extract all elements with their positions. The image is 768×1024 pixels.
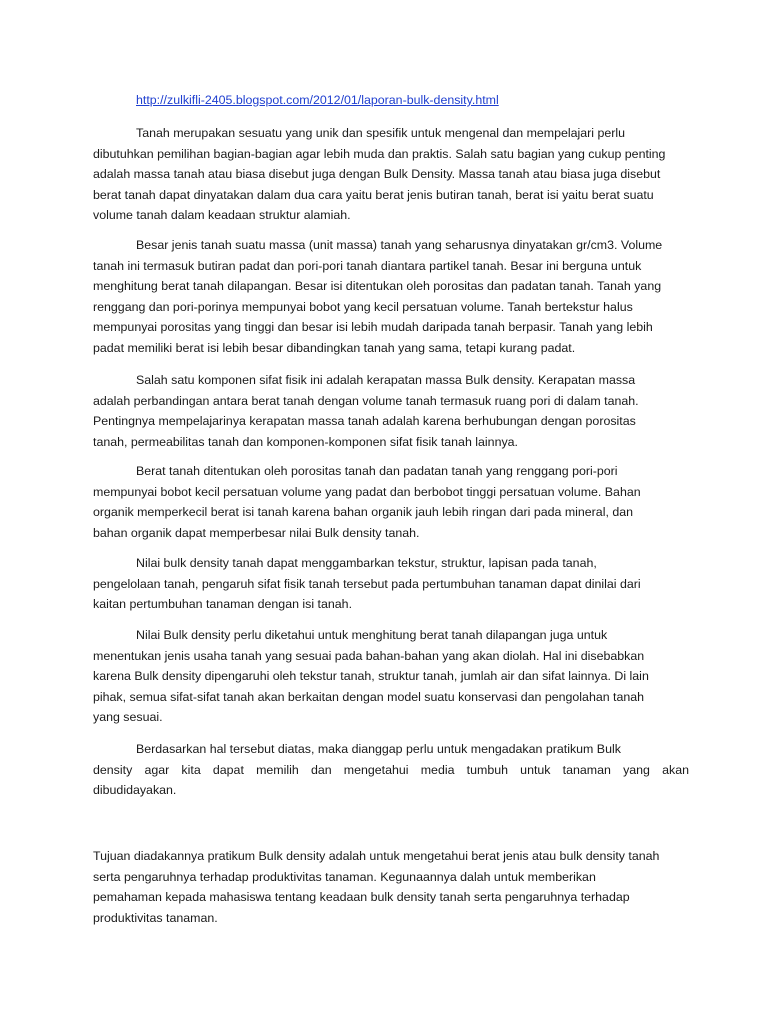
source-link[interactable]: http://zulkifli-2405.blogspot.com/2012/01/laporan-bulk-density.html: [136, 93, 499, 107]
paragraph-line: tanah, permeabilitas tanah dan komponen-komponen sifat fisik tanah lainnya.: [93, 434, 518, 449]
paragraph-line: berat tanah dapat dinyatakan dalam dua cara yaitu berat jenis butiran tanah, berat isi yaitu berat suatu: [93, 187, 654, 202]
paragraph-line: pengelolaan tanah, pengaruh sifat fisik tanah tersebut pada pertumbuhan tanaman dapat dinilai dari: [93, 576, 641, 591]
paragraph-2: [93, 235, 689, 359]
paragraph-4: [93, 461, 689, 543]
paragraph-line: density agar kita dapat memilih dan mengetahui media tumbuh untuk tanaman yang akan: [93, 762, 689, 777]
paragraph-line: Salah satu komponen sifat fisik ini adalah kerapatan massa Bulk density. Kerapatan massa: [136, 373, 636, 387]
paragraph-line: produktivitas tanaman.: [93, 910, 218, 925]
paragraph-line: Berat tanah ditentukan oleh porositas tanah dan padatan tanah yang renggang pori-pori: [136, 464, 618, 478]
paragraph-line: padat memiliki berat isi lebih besar dibandingkan tanah yang sama, tetapi kurang padat.: [93, 340, 576, 355]
paragraph-line: pihak, semua sifat-sifat tanah akan berkaitan dengan model suatu konservasi dan pengolahan tanah: [93, 689, 645, 704]
paragraph-line: dibutuhkan pemilihan bagian-bagian agar lebih muda dan praktis. Salah satu bagian yang cukup penting: [93, 146, 666, 161]
paragraph-line: dibudidayakan.: [93, 783, 177, 798]
paragraph-line: mempunyai bobot kecil persatuan volume yang padat dan berbobot tinggi persatuan volume. Bahan: [93, 484, 641, 499]
paragraph-line: pemahaman kepada mahasiswa tentang keadaan bulk density tanah serta pengaruhnya terhadap: [93, 890, 630, 905]
paragraph-line: Nilai bulk density tanah dapat menggambarkan tekstur, struktur, lapisan pada tanah,: [136, 556, 597, 570]
paragraph-line: Berdasarkan hal tersebut diatas, maka dianggap perlu untuk mengadakan pratikum Bulk: [136, 742, 621, 756]
paragraph-line: Tanah merupakan sesuatu yang unik dan spesifik untuk mengenal dan mempelajari perlu: [136, 126, 626, 140]
paragraph-line: adalah massa tanah atau biasa disebut juga dengan Bulk Density. Massa tanah atau biasa juga disebut: [93, 167, 661, 182]
paragraph-7: [93, 739, 689, 801]
paragraph-line: menentukan jenis usaha tanah yang sesuai pada bahan-bahan yang akan diolah. Hal ini disebabkan: [93, 648, 645, 663]
paragraph-line: menghitung berat tanah dilapangan. Besar isi ditentukan oleh porositas dan padatan tanah. Tanah yang: [93, 279, 662, 294]
paragraph-line: Tujuan diadakannya pratikum Bulk density adalah untuk mengetahui berat jenis atau bulk density tanah: [93, 849, 660, 863]
paragraph-line: volume tanah dalam keadaan struktur alamiah.: [93, 208, 351, 223]
paragraph-line: karena Bulk density dipengaruhi oleh tekstur tanah, struktur tanah, jumlah air dan sifat lainnya. Di lain: [93, 669, 649, 684]
paragraph-line: mempunyai porositas yang tinggi dan besar isi lebih mudah daripada tanah berpasir. Tanah yang lebih: [93, 320, 653, 335]
paragraph-6: [93, 625, 689, 728]
paragraph-line: Besar jenis tanah suatu massa (unit massa) tanah yang seharusnya dinyatakan gr/cm3. Volume: [136, 238, 663, 252]
paragraph-3: [93, 370, 689, 452]
paragraph-line: renggang dan pori-porinya mempunyai bobot yang kecil persatuan volume. Tanah bertekstur halus: [93, 299, 633, 314]
paragraph-line: tanah ini termasuk butiran padat dan pori-pori tanah diantara partikel tanah. Besar ini berguna untuk: [93, 258, 642, 273]
paragraph-line: adalah perbandingan antara berat tanah dengan volume tanah termasuk ruang pori di dalam tanah.: [93, 393, 639, 408]
paragraph-line: yang sesuai.: [93, 710, 163, 725]
paragraph-8: [93, 846, 689, 928]
paragraph-line: Pentingnya mempelajarinya kerapatan massa tanah adalah karena berhubungan dengan porositas: [93, 414, 636, 429]
paragraph-line: serta pengaruhnya terhadap produktivitas tanaman. Kegunaannya dalah untuk memberikan: [93, 869, 596, 884]
paragraph-line: organik memperkecil berat isi tanah karena bahan organik jauh lebih ringan dari pada mineral, dan: [93, 505, 634, 520]
paragraph-line: bahan organik dapat memperbesar nilai Bulk density tanah.: [93, 525, 420, 540]
paragraph-line: Nilai Bulk density perlu diketahui untuk menghitung berat tanah dilapangan juga untuk: [136, 628, 608, 642]
paragraph-1: [93, 123, 689, 226]
paragraph-line: kaitan pertumbuhan tanaman dengan isi tanah.: [93, 597, 353, 612]
paragraph-5: [93, 553, 689, 615]
